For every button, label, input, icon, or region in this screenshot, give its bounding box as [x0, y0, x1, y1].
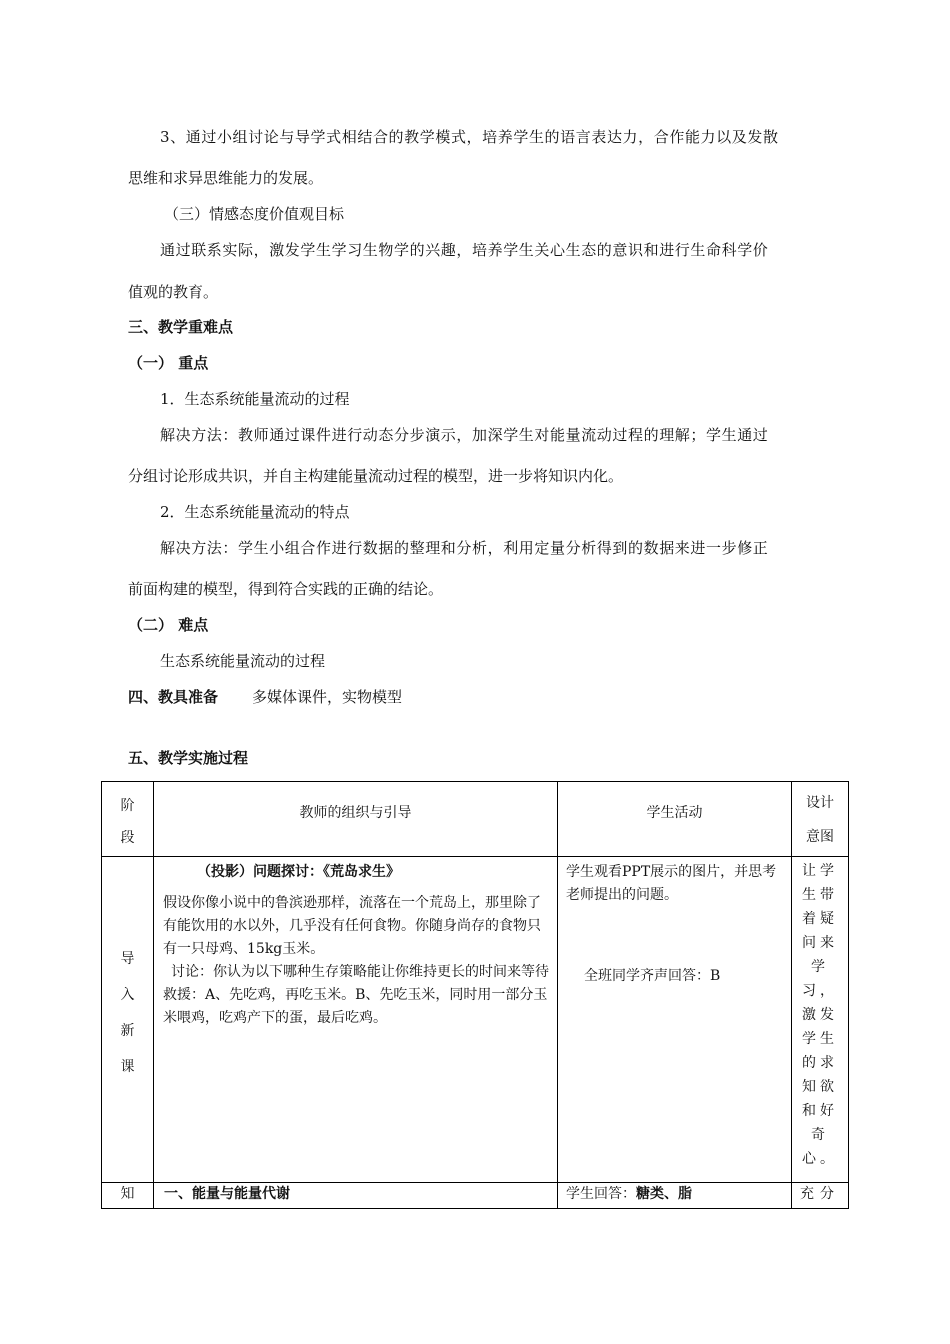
design-intro-cell	[792, 857, 849, 1183]
heading-difficult-points: （二） 难点	[128, 616, 209, 634]
design-intro-line: 激发	[802, 1007, 838, 1023]
solution-2-line1: 解决方法：学生小组合作进行数据的整理和分析，利用定量分析得到的数据来进一步修正	[160, 539, 769, 557]
design-intro-line: 学生	[802, 1031, 838, 1047]
header-stage: 阶 段	[102, 782, 154, 857]
student-watch: 学生观看PPT展示的图片，并思考老师提出的问题。	[566, 864, 777, 903]
problem-discussion: 讨论：你认为以下哪种生存策略能让你维持更长的时间来等待救援：A、先吃鸡，再吃玉米。B、先吃玉米，同时用一部分玉米喂鸡，吃鸡产下的蛋，最后吃鸡。	[163, 964, 549, 1026]
emotion-goal-line1: 通过联系实际，激发学生学习生物学的兴趣，培养学生关心生态的意识和进行生命科学价	[160, 241, 769, 259]
header-design: 设计 意图	[792, 782, 849, 857]
stage-intro-char: 新	[120, 1023, 135, 1039]
heading-teaching-aids: 四、教具准备	[128, 688, 219, 706]
student-answer-bold: 糖类、脂	[636, 1186, 692, 1202]
solution-1-line2: 分组讨论形成共识，并自主构建能量流动过程的模型，进一步将知识内化。	[128, 467, 624, 485]
student-answer: 全班同学齐声回答：B	[584, 968, 721, 984]
student-intro-cell	[558, 857, 792, 1183]
student-answer-prefix: 学生回答：	[566, 1186, 636, 1202]
design-intro-line: 着疑	[802, 911, 838, 927]
design-intro-line: 生带	[802, 887, 838, 903]
table-header-row	[102, 782, 849, 857]
header-teacher: 教师的组织与引导	[154, 782, 558, 857]
table-row-knowledge	[102, 1183, 849, 1209]
stage-intro-char: 导	[120, 951, 135, 967]
heading-teaching-process: 五、教学实施过程	[128, 749, 249, 767]
design-intro-line: 奇	[811, 1127, 829, 1143]
key-point-2: 2．生态系统能量流动的特点	[160, 503, 350, 521]
design-intro-line: 心。	[802, 1151, 838, 1167]
solution-1-line1: 解决方法：教师通过课件进行动态分步演示，加深学生对能量流动过程的理解；学生通过	[160, 426, 769, 444]
table-row-intro	[102, 857, 849, 1183]
student-knowledge-cell	[558, 1183, 792, 1209]
problem-title: （投影）问题探讨：《荒岛求生》	[197, 864, 400, 880]
problem-scenario: 假设你像小说中的鲁滨逊那样，流落在一个荒岛上，那里除了有能饮用的水以外，几乎没有任何食物。你随身尚存的食物只有一只母鸡、15kg玉米。	[163, 895, 541, 957]
objective-3-line2: 思维和求异思维能力的发展。	[128, 169, 324, 187]
header-student: 学生活动	[558, 782, 792, 857]
objective-3-line1: 3、通过小组讨论与导学式相结合的教学模式，培养学生的语言表达力，合作能力以及发散	[160, 128, 779, 146]
stage-knowledge: 知	[102, 1183, 154, 1209]
solution-2-line2: 前面构建的模型，得到符合实践的正确的结论。	[128, 580, 444, 598]
emotion-goal-line2: 值观的教育。	[128, 283, 219, 301]
heading-key-difficult-points: 三、教学重难点	[128, 318, 234, 336]
key-point-1: 1．生态系统能量流动的过程	[160, 390, 350, 408]
stage-intro-char: 入	[120, 987, 135, 1003]
teaching-process-table	[101, 781, 849, 1209]
stage-intro	[102, 857, 154, 1183]
design-intro-line: 和好	[802, 1103, 838, 1119]
design-intro-line: 习，	[802, 983, 838, 999]
design-knowledge-cell: 充分	[792, 1183, 849, 1209]
teaching-aids-value: 多媒体课件，实物模型	[252, 688, 403, 706]
stage-intro-char: 课	[120, 1059, 135, 1075]
section-emotion-heading: （三）情感态度价值观目标	[164, 205, 345, 223]
design-intro-line: 让学	[802, 863, 838, 879]
teacher-knowledge-cell: 一、能量与能量代谢	[154, 1183, 558, 1209]
design-intro-line: 知欲	[802, 1079, 838, 1095]
design-intro-line: 的求	[802, 1055, 838, 1071]
design-intro-line: 学	[811, 959, 829, 975]
difficult-point-text: 生态系统能量流动的过程	[160, 652, 326, 670]
design-intro-line: 问来	[802, 935, 838, 951]
heading-key-points: （一） 重点	[128, 354, 209, 372]
teacher-intro-cell	[154, 857, 558, 1183]
